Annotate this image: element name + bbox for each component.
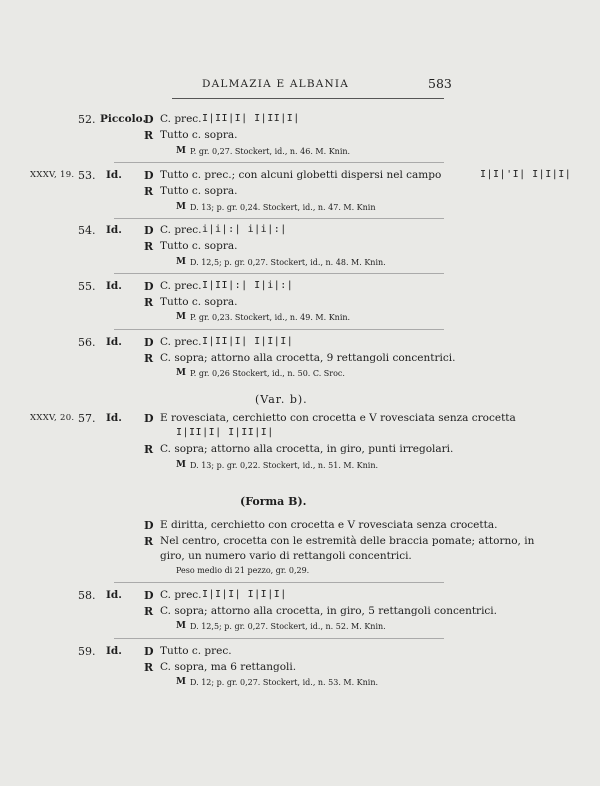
reverse-text: C. sopra, ma 6 rettangoli.	[160, 661, 297, 673]
entry-meta: D. 12; p. gr. 0,27. Stockert, id., n. 53. M. Knin.	[190, 678, 379, 687]
reverse-text-line-1: Nel centro, crocetta con le estremità delle braccia pomate; attorno, in	[160, 535, 535, 547]
obverse-text: E diritta, cerchietto con crocetta e V rovesciata senza crocetta.	[160, 519, 498, 531]
header-rule	[172, 98, 444, 99]
meta-marker: M	[176, 621, 186, 631]
obverse-glyphs: I|I|'I| I|I|I|	[480, 169, 572, 180]
section-heading-var-b: (Var. b).	[255, 393, 308, 406]
entry-label: Id.	[106, 645, 122, 657]
obverse-text: Tutto c. prec.; con alcuni globetti dispersi nel campo	[160, 169, 442, 181]
separator	[114, 329, 444, 330]
entry-number: 55.	[78, 280, 96, 293]
reverse-symbol: R	[144, 443, 154, 456]
entry-meta: D. 13; p. gr. 0,24. Stockert, id., n. 47. M. Knin	[190, 203, 376, 212]
obverse-glyphs: I|II|I| I|II|I|	[202, 113, 300, 124]
reverse-symbol: R	[144, 605, 154, 618]
entry-number: 52.	[78, 113, 96, 126]
reverse-symbol: R	[144, 352, 154, 365]
meta-marker: M	[176, 202, 186, 212]
meta-marker: M	[176, 312, 186, 322]
reverse-text: C. sopra; attorno alla crocetta, 9 rettangoli concentrici.	[160, 352, 456, 364]
obverse-symbol: D	[144, 169, 154, 182]
reverse-symbol: R	[144, 661, 154, 674]
entry-meta: P. gr. 0,26 Stockert, id., n. 50. C. Sroc.	[190, 369, 345, 378]
entry-meta: D. 12,5; p. gr. 0,27. Stockert, id., n. 48. M. Knin.	[190, 258, 386, 267]
plate-reference: XXXV, 19.	[30, 170, 75, 180]
separator	[114, 582, 444, 583]
meta-marker: M	[176, 146, 186, 156]
entry-label: Piccolo.	[100, 113, 147, 125]
obverse-symbol: D	[144, 113, 154, 126]
meta-marker: M	[176, 257, 186, 267]
entry-meta: D. 12,5; p. gr. 0,27. Stockert, id., n. 52. M. Knin.	[190, 622, 386, 631]
entry-number: 59.	[78, 645, 96, 658]
obverse-text: E rovesciata, cerchietto con crocetta e V rovesciata senza crocetta	[160, 412, 516, 424]
obverse-symbol: D	[144, 336, 154, 349]
meta-marker: M	[176, 677, 186, 687]
obverse-glyphs: I|I|I| I|I|I|	[202, 589, 287, 600]
obverse-text: C. prec.	[160, 336, 202, 348]
entry-label: Id.	[106, 336, 122, 348]
plate-reference: XXXV, 20.	[30, 413, 75, 423]
obverse-symbol: D	[144, 412, 154, 425]
obverse-glyphs: I|II|I| I|I|I|	[202, 336, 294, 347]
entry-meta: P. gr. 0,27. Stockert, id., n. 46. M. Knin.	[190, 147, 351, 156]
reverse-text: C. sopra; attorno alla crocetta, in giro, 5 rettangoli concentrici.	[160, 605, 498, 617]
separator	[114, 638, 444, 639]
entry-number: 54.	[78, 224, 96, 237]
obverse-text: C. prec.	[160, 589, 202, 601]
obverse-symbol: D	[144, 589, 154, 602]
reverse-symbol: R	[144, 296, 154, 309]
reverse-text: Tutto c. sopra.	[160, 129, 238, 141]
page-number: 583	[428, 76, 452, 91]
reverse-symbol: R	[144, 185, 154, 198]
section-heading-forma-b: (Forma B).	[240, 495, 307, 508]
entry-number: 53.	[78, 169, 96, 182]
obverse-glyphs: I|II|I| I|II|I|	[176, 427, 274, 438]
reverse-text: Tutto c. sopra.	[160, 185, 238, 197]
entry-label: Id.	[106, 280, 122, 292]
separator	[114, 273, 444, 274]
obverse-symbol: D	[144, 280, 154, 293]
reverse-symbol: R	[144, 240, 154, 253]
obverse-symbol: D	[144, 519, 154, 532]
obverse-text: C. prec.	[160, 224, 202, 236]
obverse-text: Tutto c. prec.	[160, 645, 232, 657]
entry-meta: D. 13; p. gr. 0,22. Stockert, id., n. 51. M. Knin.	[190, 461, 379, 470]
entry-number: 56.	[78, 336, 96, 349]
obverse-text: C. prec.	[160, 280, 202, 292]
reverse-text-line-2: giro, un numero vario di rettangoli concentrici.	[160, 550, 412, 562]
obverse-glyphs: I|II|:| I|i|:|	[202, 280, 294, 291]
entry-label: Id.	[106, 412, 122, 424]
meta-marker: M	[176, 460, 186, 470]
reverse-symbol: R	[144, 129, 154, 142]
separator	[114, 218, 444, 219]
entry-label: Id.	[106, 224, 122, 236]
obverse-text: C. prec.	[160, 113, 202, 125]
reverse-symbol: R	[144, 535, 154, 548]
entry-label: Id.	[106, 589, 122, 601]
reverse-text: C. sopra; attorno alla crocetta, in giro, punti irregolari.	[160, 443, 454, 455]
running-header-title: DALMAZIA E ALBANIA	[202, 78, 350, 90]
meta-marker: M	[176, 368, 186, 378]
entry-number: 57.	[78, 412, 96, 425]
reverse-text: Tutto c. sopra.	[160, 296, 238, 308]
obverse-symbol: D	[144, 645, 154, 658]
obverse-symbol: D	[144, 224, 154, 237]
average-weight: Peso medio di 21 pezzo, gr. 0,29.	[176, 566, 310, 575]
reverse-text: Tutto c. sopra.	[160, 240, 238, 252]
entry-number: 58.	[78, 589, 96, 602]
entry-meta: P. gr. 0,23. Stockert, id., n. 49. M. Knin.	[190, 313, 351, 322]
separator	[114, 162, 444, 163]
obverse-glyphs: i|i|:| i|i|:|	[202, 224, 287, 235]
entry-label: Id.	[106, 169, 122, 181]
